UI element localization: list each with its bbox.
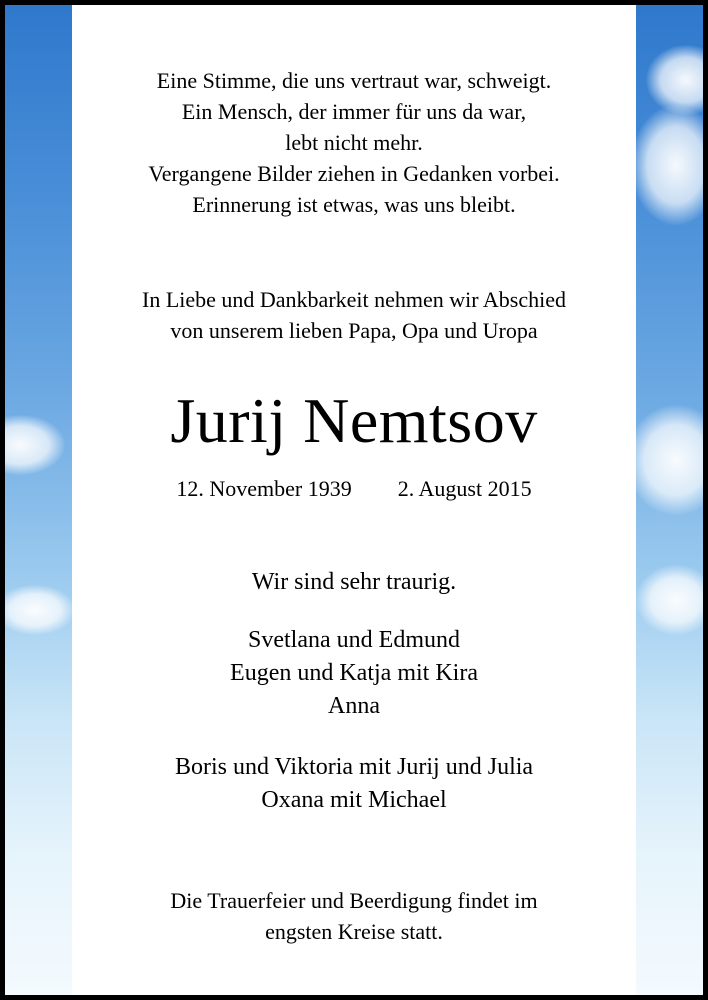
cloud-shape bbox=[0, 415, 65, 475]
cloud-shape bbox=[626, 405, 708, 515]
farewell-line: In Liebe und Dankbarkeit nehmen wir Abschied bbox=[142, 287, 566, 312]
poem-line: Vergangene Bilder ziehen in Gedanken vorbei. bbox=[148, 161, 560, 186]
poem bbox=[72, 65, 636, 220]
obituary-content bbox=[72, 5, 636, 995]
family-member: Eugen und Katja mit Kira bbox=[230, 660, 478, 686]
life-dates bbox=[72, 475, 636, 503]
birth-date: 12. November 1939 bbox=[176, 476, 352, 501]
farewell-text bbox=[72, 284, 636, 346]
family-member: Svetlana und Edmund bbox=[248, 627, 460, 653]
cloud-shape bbox=[636, 565, 708, 635]
family-group-2 bbox=[72, 751, 636, 817]
farewell-line: von unserem lieben Papa, Opa und Uropa bbox=[170, 318, 538, 343]
cloud-shape bbox=[631, 105, 708, 225]
family-member: Oxana mit Michael bbox=[261, 787, 447, 813]
funeral-notice bbox=[72, 885, 636, 947]
poem-line: Erinnerung ist etwas, was uns bleibt. bbox=[192, 192, 516, 217]
funeral-line: Die Trauerfeier und Beerdigung findet im bbox=[170, 888, 538, 913]
family-member: Boris und Viktoria mit Jurij und Julia bbox=[174, 754, 534, 780]
poem-line: Ein Mensch, der immer für uns da war, bbox=[181, 99, 527, 124]
sad-statement: Wir sind sehr traurig. bbox=[251, 569, 457, 595]
deceased-name: Jurij Nemtsov bbox=[170, 385, 538, 456]
cloud-shape bbox=[0, 585, 75, 635]
sky-panel-left bbox=[5, 5, 72, 995]
sky-panel-right bbox=[636, 5, 703, 995]
poem-line: Eine Stimme, die uns vertraut war, schweigt. bbox=[156, 68, 552, 93]
funeral-line: engsten Kreise statt. bbox=[265, 919, 443, 944]
poem-line: lebt nicht mehr. bbox=[285, 130, 423, 155]
family-member: Anna bbox=[328, 693, 380, 719]
family-group-1 bbox=[72, 624, 636, 723]
death-date: 2. August 2015 bbox=[397, 476, 532, 501]
